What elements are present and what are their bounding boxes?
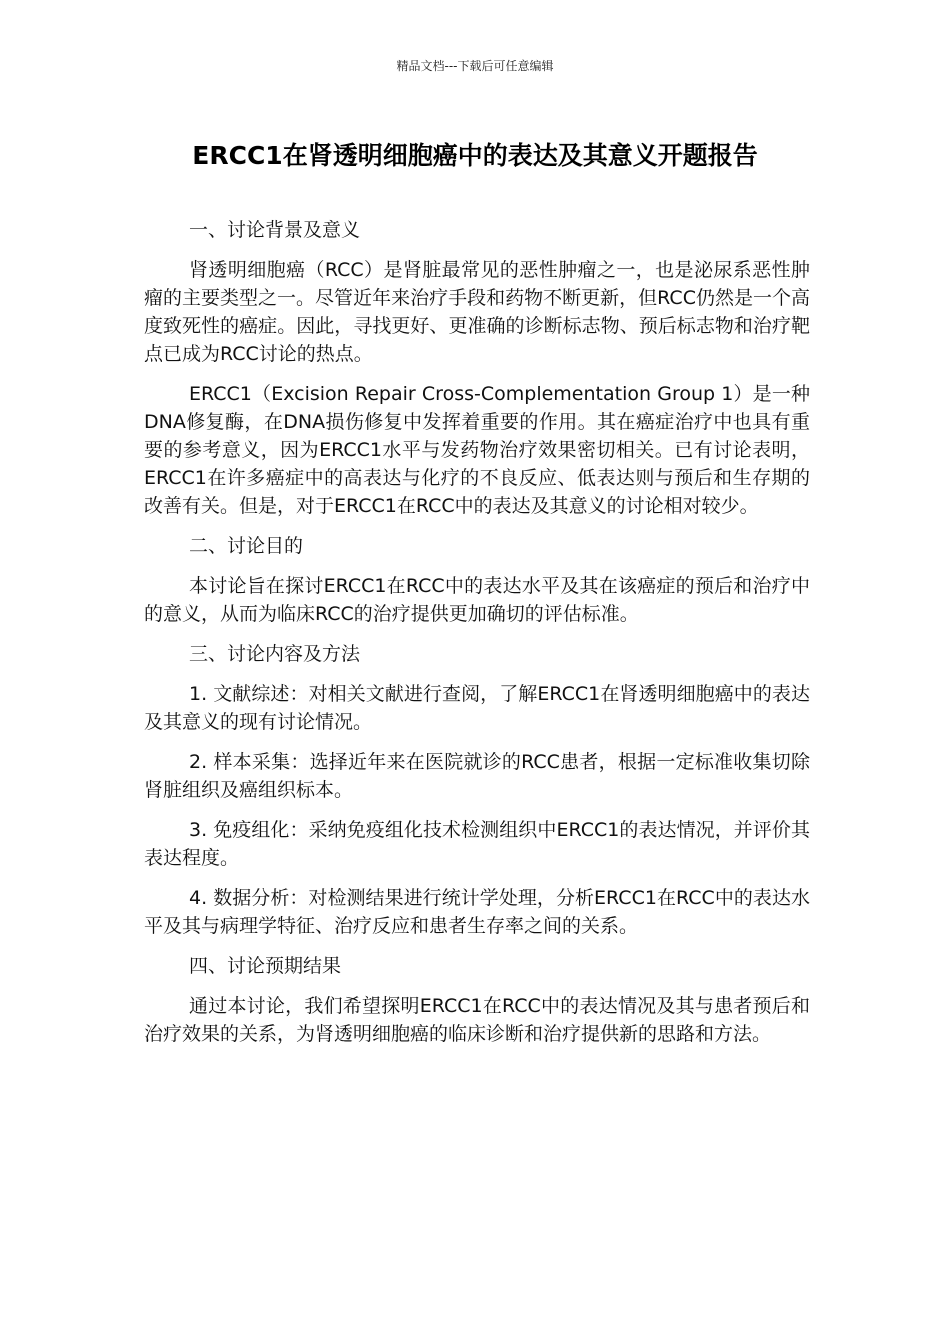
section-background (144, 216, 810, 520)
section-methods (144, 640, 810, 940)
list-item: 1. 文献综述：对相关文献进行查阅，了解ERCC1在肾透明细胞癌中的表达及其意义的现有讨论情况。 (144, 683, 810, 733)
paragraph: ERCC1（Excision Repair Cross-Complementation Group 1）是一种DNA修复酶，在DNA损伤修复中发挥着重要的作用。其在癌症治疗中也具有重要的参考意义，因为ERCC1水平与发药物治疗效果密切相关。已有讨论表明，ERCC1在许多癌症中的高表达与化疗的不良反应、低表达则与预后和生存期的改善有关。但是，对于ERCC1在RCC中的表达及其意义的讨论相对较少。 (144, 383, 810, 517)
document-body (144, 216, 810, 1060)
paragraph: 通过本讨论，我们希望探明ERCC1在RCC中的表达情况及其与患者预后和治疗效果的关系，为肾透明细胞癌的临床诊断和治疗提供新的思路和方法。 (144, 995, 810, 1045)
list-item: 2. 样本采集：选择近年来在医院就诊的RCC患者，根据一定标准收集切除肾脏组织及癌组织标本。 (144, 751, 810, 801)
header-note: 精品文档---下载后可任意编辑 (396, 59, 554, 73)
list-item: 3. 免疫组化：采纳免疫组化技术检测组织中ERCC1的表达情况，并评价其表达程度。 (144, 819, 810, 869)
section-purpose (144, 532, 810, 628)
list-item: 4. 数据分析：对检测结果进行统计学处理，分析ERCC1在RCC中的表达水平及其与病理学特征、治疗反应和患者生存率之间的关系。 (144, 887, 810, 937)
section-heading: 一、讨论背景及意义 (189, 219, 361, 241)
section-expected-results (144, 952, 810, 1048)
section-heading: 二、讨论目的 (189, 535, 304, 557)
section-heading: 三、讨论内容及方法 (189, 643, 361, 665)
paragraph: 本讨论旨在探讨ERCC1在RCC中的表达水平及其在该癌症的预后和治疗中的意义，从而为临床RCC的治疗提供更加确切的评估标准。 (144, 575, 810, 625)
paragraph: 肾透明细胞癌（RCC）是肾脏最常见的恶性肿瘤之一，也是泌尿系恶性肿瘤的主要类型之一。尽管近年来治疗手段和药物不断更新，但RCC仍然是一个高度致死性的癌症。因此，寻找更好、更准确的诊断标志物、预后标志物和治疗靶点已成为RCC讨论的热点。 (144, 259, 810, 365)
document-title: ERCC1在肾透明细胞癌中的表达及其意义开题报告 (192, 141, 758, 170)
section-heading: 四、讨论预期结果 (189, 955, 342, 977)
